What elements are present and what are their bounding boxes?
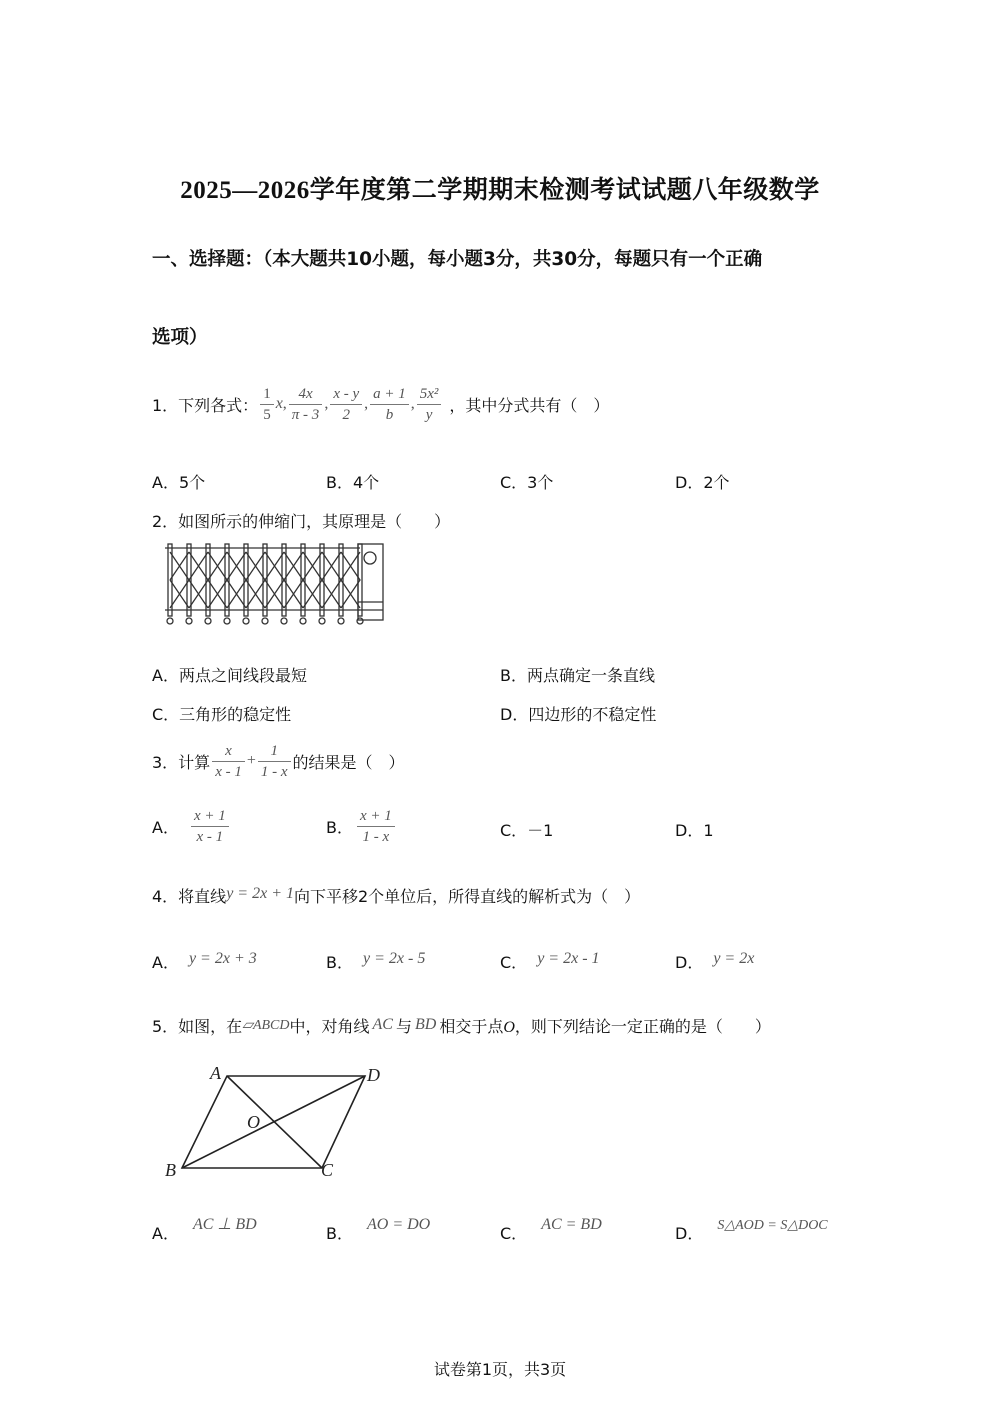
q1-prefix: 1．下列各式： [152, 395, 259, 415]
q3-prefix: 3．计算 [152, 752, 211, 772]
gate-wheel [167, 618, 173, 624]
gate-wheel [262, 618, 268, 624]
q3-suffix: 的结果是（ ） [292, 752, 405, 772]
q1-suffix: ，其中分式共有（ ） [449, 395, 610, 415]
page-title: 2025—2026学年度第二学期期末检测考试试题八年级数学 [180, 177, 820, 204]
question-3 [152, 738, 405, 784]
q1-expr-5: $\frac{\text{5x²}}{y}$ [417, 384, 442, 425]
q3-option-a: A． $\frac{x + 1}{x - 1}$ [152, 803, 231, 849]
section-heading-line1: 一、选择题：（本大题共10小题，每小题3分，共30分，每题只有一个正确 [152, 249, 763, 270]
retractable-gate-figure [160, 540, 390, 628]
q4-expr: y = 2x + 1 [226, 885, 294, 902]
vertex-label-d: D [367, 1065, 380, 1085]
q1-expr-3: $\frac{x - y}{2}$ [330, 384, 362, 425]
q2-option-d: D．四边形的不稳定性 [500, 705, 657, 724]
page-footer: 试卷第1页，共3页 [433, 1360, 567, 1379]
q3-frac-2: $\frac{1}{1 - x}$ [258, 741, 291, 782]
gate-wheel [186, 618, 192, 624]
gate-lattice [208, 552, 227, 608]
gate-wheel [338, 618, 344, 624]
q3-plus: + [246, 752, 256, 769]
q5-option-a: A． AC ⊥ BD [152, 1216, 257, 1243]
q4-option-a: A． y = 2x + 3 [152, 950, 257, 972]
q4-option-b: B． y = 2x - 5 [326, 950, 426, 972]
gate-wheel [243, 618, 249, 624]
q5-option-c: C． AC = BD [500, 1216, 602, 1243]
gate-wheel [205, 618, 211, 624]
vertex-label-a: A [210, 1063, 221, 1083]
q1-option-d: D．2个 [675, 473, 730, 492]
q2-option-b: B．两点确定一条直线 [500, 666, 655, 685]
vertex-label-c: C [321, 1160, 334, 1180]
gate-lattice [284, 552, 303, 608]
q2-option-c: C．三角形的稳定性 [152, 705, 292, 724]
gate-wheel [300, 618, 306, 624]
gate-wheel [319, 618, 325, 624]
q4-option-d: D． y = 2x [675, 950, 755, 972]
diagonal-bd [182, 1076, 365, 1168]
q1-expr-2: $\frac{4x}{\pi - 3}$ [289, 384, 323, 425]
q3-option-d: D．1 [675, 821, 714, 840]
question-5: 5．如图，在▱ABCD中，对角线 AC 与 BD 相交于点O，则下列结论一定正确的是（ ） [152, 1016, 771, 1036]
gate-lattice [227, 552, 246, 608]
gate-lattice [303, 552, 322, 608]
q1-option-a: A．5个 [152, 473, 206, 492]
gate-lattice [265, 552, 284, 608]
gate-lattice [341, 552, 360, 608]
gate-lattice [322, 552, 341, 608]
q3-frac-1: $\frac{x}{x - 1}$ [212, 741, 245, 782]
q3-option-b: B． $\frac{x + 1}{1 - x}$ [326, 803, 397, 849]
parallelogram-figure [160, 1060, 390, 1185]
q1-expr-4: $\frac{a + 1}{b}$ [370, 384, 409, 425]
gate-wheel [281, 618, 287, 624]
q1-expr-1-x: x [275, 395, 283, 412]
intersection-label-o: O [247, 1112, 260, 1132]
gate-lattice [246, 552, 265, 608]
q4-option-c: C． y = 2x - 1 [500, 950, 600, 972]
gate-wheel [224, 618, 230, 624]
vertex-label-b: B [165, 1160, 176, 1180]
q3-option-c: C．－1 [500, 821, 554, 840]
question-1: 1．下列各式： $\frac{1}{5}$ x , $\frac{4x}{\pi - 3}$ , $\frac{x - y}{2}$ , $\frac{a + 1}{b}$ , $\frac{\text{5x²}}{y}$ ，其中分式共有（ ） [152, 385, 610, 423]
q1-option-b: B．4个 [326, 473, 380, 492]
gate-lattice [189, 552, 208, 608]
question-2: 2．如图所示的伸缩门，其原理是（ ） [152, 512, 451, 531]
q2-option-a: A．两点之间线段最短 [152, 666, 307, 685]
q1-expr-1: $\frac{1}{5}$ [260, 384, 274, 425]
question-4: 4．将直线y = 2x + 1向下平移2个单位后，所得直线的解析式为（ ） [152, 885, 641, 906]
q1-option-c: C．3个 [500, 473, 554, 492]
section-heading-line2: 选项） [152, 327, 208, 348]
gate-lattice [170, 552, 189, 608]
q5-option-b: B． AO = DO [326, 1216, 431, 1243]
q5-option-d: D． S△AOD = S△DOC [675, 1218, 828, 1243]
